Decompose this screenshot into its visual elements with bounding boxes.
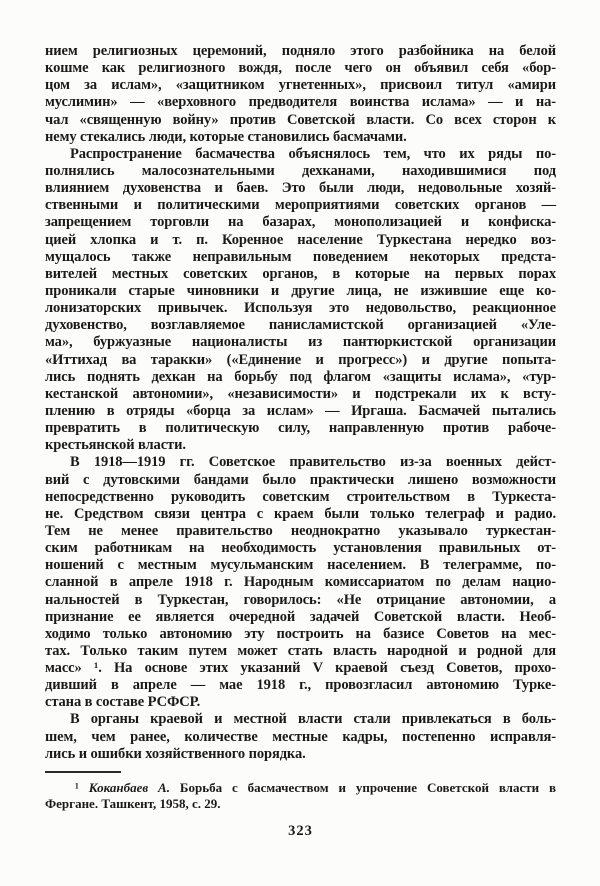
footnote-line1 bbox=[45, 780, 556, 797]
text-line: ма», буржуазные националисты из пантюркистской организации bbox=[45, 334, 556, 351]
text-line: Распространение басмачества объяснялось тем, что их ряды по- bbox=[70, 145, 556, 162]
text-line: Тем не менее правительство неоднократно указывало туркестан- bbox=[45, 522, 556, 539]
text-line: сланной в апреле 1918 г. Народным комиссариатом по делам нацио- bbox=[45, 574, 556, 591]
text-line: В органы краевой и местной власти стали привлекаться в боль- bbox=[70, 711, 556, 728]
text-line: нему стекались люди, которые становились басмачами. bbox=[45, 128, 407, 145]
text-line: полнялись малосознательными дехканами, находившимися под bbox=[45, 162, 556, 179]
paragraph bbox=[45, 711, 556, 762]
text-line: тах. Только таким путем может стать власть народной и родной для bbox=[45, 642, 556, 659]
text-line: вий с дутовскими бандами было практически лишено возможности bbox=[45, 471, 556, 488]
text-line: цией хлопка и т. п. Коренное население Туркестана нередко воз- bbox=[45, 231, 556, 248]
text-line: дивший в апреле — мае 1918 г., провозгласил автономию Турке- bbox=[45, 677, 556, 694]
text-line: чал «священную войну» против Советской власти. Со всех сторон к bbox=[45, 111, 556, 128]
text-line: шем, чем ранее, количестве местные кадры, постепенно исправля- bbox=[45, 728, 556, 745]
paragraph bbox=[45, 43, 556, 146]
text-line: стана в составе РСФСР. bbox=[45, 694, 201, 711]
text-line: ходимо только автономию эту построить на базисе Советов на мес- bbox=[45, 625, 556, 642]
text-line: нальностей в Туркестан, говорилось: «Не отрицание автономии, а bbox=[45, 591, 556, 608]
text-line: нием религиозных церемоний, подняло этого разбойника на белой bbox=[45, 43, 556, 59]
text-line: ношений с местным мусульманским населением. В телеграмме, по- bbox=[45, 557, 556, 574]
text-line: не. Средством связи центра с краем были только телеграф и радио. bbox=[45, 505, 556, 522]
text-line: вителей местных советских органов, в которые на первых порах bbox=[45, 265, 556, 282]
text-line: плению в отряды «борца за ислам» — Иргаша. Басмачей пытались bbox=[45, 402, 556, 419]
text-line: кестанской автономии», «независимости» и подстрекали их к всту- bbox=[45, 385, 556, 402]
text-line: В 1918—1919 гг. Советское правительство из-за военных дейст- bbox=[70, 454, 556, 471]
paragraph bbox=[45, 454, 556, 711]
footnote bbox=[45, 780, 556, 813]
text-line: духовенство, возглавляемое панисламистской организацией «Уле- bbox=[45, 317, 556, 334]
text-line: муслимин» — «верховного предводителя воинства ислама» — и на- bbox=[45, 94, 556, 111]
text-line: лонизаторских привычек. Используя это недовольство, реакционное bbox=[45, 300, 556, 317]
paragraph bbox=[45, 146, 556, 455]
page-number: 323 bbox=[288, 822, 313, 839]
text-line: лись и ошибки хозяйственного порядка. bbox=[45, 745, 306, 762]
text-line: влиянием духовенства и баев. Это были люди, недовольные хозяй- bbox=[45, 180, 556, 197]
footnote-line2: Фергане. Ташкент, 1958, с. 29. bbox=[45, 796, 221, 812]
text-line: масс» ¹. На основе этих указаний V краевой съезд Советов, прохо- bbox=[45, 660, 556, 677]
text-line: ственными и политическими мероприятиями советских органов — bbox=[45, 197, 556, 214]
footnote-text: Борьба с басмачеством и упрочение Советской власти в bbox=[179, 779, 557, 795]
text-line: «Иттихад ва таракки» («Единение и прогресс») и другие попыта- bbox=[45, 351, 556, 368]
text-line: цом за ислам», «защитником угнетенных», присвоил титул «амири bbox=[45, 77, 556, 94]
text-line: крестьянской власти. bbox=[45, 437, 186, 454]
text-line: мущалось также неправильным поведением некоторых предста- bbox=[45, 248, 556, 265]
text-line: ским работникам на необходимость установления правильных от- bbox=[45, 540, 556, 557]
text-line: непосредственно руководить советским строительством в Туркеста- bbox=[45, 488, 556, 505]
text-line: проникали старые чиновники и другие лица, не изжившие еще ко- bbox=[45, 282, 556, 299]
footnote-rule bbox=[45, 771, 121, 773]
text-line: превратить в политическую силу, направленную против рабоче- bbox=[45, 420, 556, 437]
footnote-author: Коканбаев А. bbox=[88, 779, 170, 795]
text-line: признание ее является очередной задачей Советской власти. Необ- bbox=[45, 608, 556, 625]
footnote-marker: ¹ bbox=[75, 779, 79, 795]
text-line: лись поднять дехкан на борьбу под флагом «защиты ислама», «тур- bbox=[45, 368, 556, 385]
text-line: запрещением торговли на базарах, монополизацией и конфиска- bbox=[45, 214, 556, 231]
text-line: кошме как религиозного вождя, после чего он объявил себя «бор- bbox=[45, 60, 556, 77]
body-text bbox=[45, 43, 556, 763]
